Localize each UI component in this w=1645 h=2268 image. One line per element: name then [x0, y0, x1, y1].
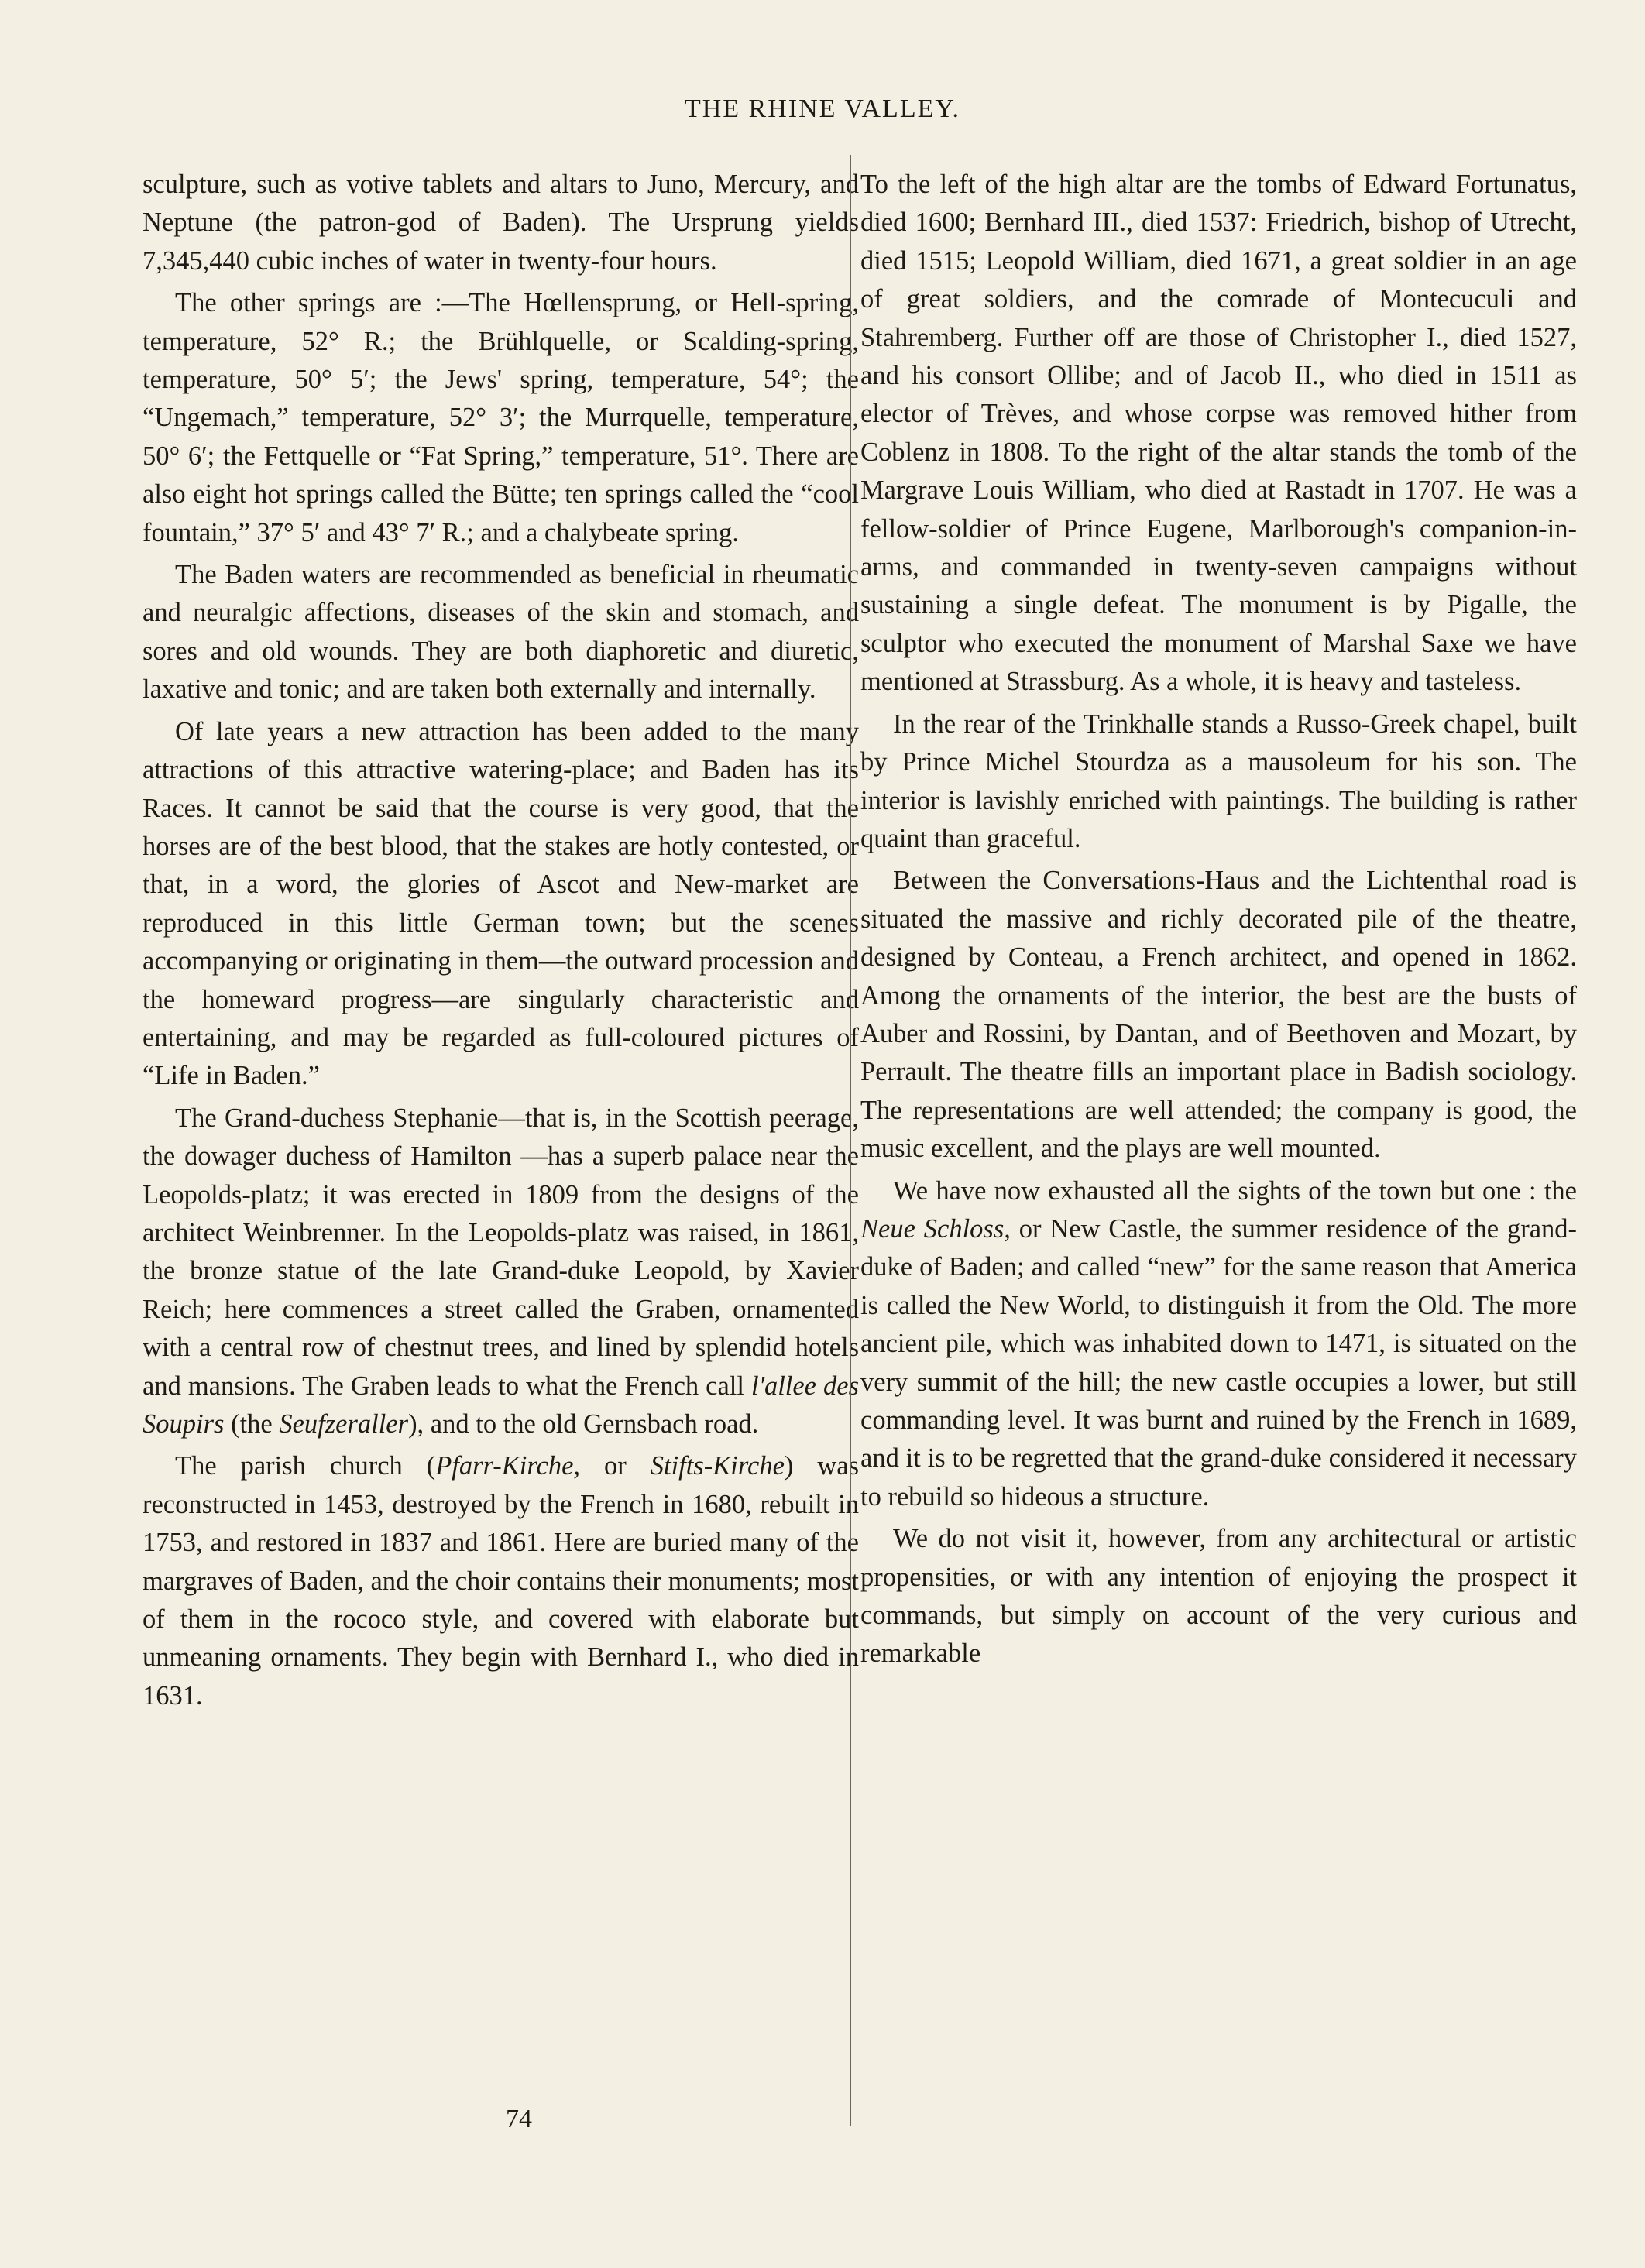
text-run: ) was reconstructed in 1453, destroyed by the French in 1680, rebuilt in 1753, and restored in 1837 and 1861. Here are buried many of the margraves of Baden, and the choir contains their monuments; most of them in the rococo style, and covered with elaborate but unmeaning ornaments. They begin with Bernhard I., who died in 1631.: [143, 1451, 860, 1710]
page-number: 74: [506, 2105, 532, 2133]
running-head: THE RHINE VALLEY.: [684, 94, 961, 123]
paragraph: To the left of the high altar are the tombs of Edward Fortunatus, died 1600; Bernhard III., died 1537: Friedrich, bishop of Utrecht, died 1515; Leopold William, died 1671, a great soldier in an age of great soldiers, and the comrade of Montecuculi and Stahremberg. Further off are those of Christopher I., died 1527, and his consort Ollibe; and of Jacob II., who died in 1511 as elector of Trèves, and whose corpse was removed hither from Coblenz in 1808. To the right of the altar stands the tomb of the Margrave Louis William, who died at Rastadt in 1707. He was a fellow-soldier of Prince Eugene, Marlborough's companion-in-arms, and commanded in twenty-seven campaigns without sustaining a single defeat. The monument is by Pigalle, the sculptor who executed the monument of Marshal Saxe we have mentioned at Strassburg. As a whole, it is heavy and tasteless.: [860, 170, 1577, 697]
text-run: ), and to the old Gernsbach road.: [408, 1409, 759, 1439]
paragraph: In the rear of the Trinkhalle stands a Russo-Greek chapel, built by Prince Michel Stourdza as a mausoleum for his son. The interior is lavishly enriched with paintings. The building is rather quaint than graceful.: [860, 709, 1577, 853]
paragraph: sculpture, such as votive tablets and altars to Juno, Mercury, and Neptune (the patron-god of Baden). The Ursprung yields 7,345,440 cubic inches of water in twenty-four hours.: [143, 170, 859, 276]
text-run: or: [604, 1451, 627, 1481]
paragraph: We do not visit it, however, from any architectural or artistic propensities, or with any intention of enjoying the prospect it commands, but simply on account of the very curious and remarkable: [860, 1524, 1577, 1669]
italic-phrase: Pfarr-Kirche,: [435, 1451, 581, 1481]
italic-phrase: Stifts-Kirche: [650, 1451, 785, 1481]
paragraph: Between the Conversations-Haus and the Lichtenthal road is situated the massive and richly decorated pile of the theatre, designed by Conteau, a French architect, and opened in 1862. Among the ornaments of the interior, the best are the busts of Auber and Rossini, by Dantan, and of Beethoven and Mozart, by Perrault. The theatre fills an important place in Badish sociology. The representations are well attended; the company is good, the music excellent, and the plays are well mounted.: [860, 866, 1577, 1164]
text-run: (the: [231, 1409, 273, 1439]
text-run: The parish church (: [175, 1451, 436, 1481]
paragraph: [143, 1447, 859, 1715]
text-run: The Grand-duchess Stephanie—that is, in the Scottish peerage, the dowager duchess of Hamilton —has a superb palace near the Leopolds-platz; it was erected in 1809 from the designs of the architect Weinbrenner. In the Leopolds-platz was raised, in 1861, the bronze statue of the late Grand-duke Leopold, by Xavier Reich; here commences a street called the Graben, ornamented with a central row of chestnut trees, and lined by splendid hotels and mansions. The Graben leads to what the French call: [143, 1103, 859, 1401]
paragraph: Of late years a new attraction has been added to the many attractions of this attractive watering-place; and Baden has its Races. It cannot be said that the course is very good, that the horses are of the best blood, that the stakes are hotly contested, or that, in a word, the glories of Ascot and New-market are reproduced in this little German town; but the scenes accompanying or originating in them—the outward procession and the homeward progress—are singularly characteristic and entertaining, and may be regarded as full-coloured pictures of “Life in Baden.”: [143, 716, 859, 1091]
text-run: or New Castle, the summer residence of the grand-duke of Baden; and called “new” for the same reason that America is called the New World, to distinguish it from the Old. The more ancient pile, which was inhabited down to 1471, is situated on the very summit of the hill; the new castle occupies a lower, but still commanding level. It was burnt and ruined by the French in 1689, and it is to be regretted that the grand-duke considered it necessary to rebuild so hideous a structure.: [860, 1213, 1578, 1511]
paragraph: [143, 1100, 859, 1444]
column-divider: [850, 155, 851, 2126]
paragraph: The other springs are :—The Hœllensprung, or Hell-spring, temperature, 52° R.; the Brühlquelle, or Scalding-spring, temperature, 50° 5′; the Jews' spring, temperature, 54°; the “Ungemach,” temperature, 52° 3′; the Murrquelle, temperature, 50° 6′; the Fettquelle or “Fat Spring,” temperature, 51°. There are also eight hot springs called the Bütte; ten springs called the “cool fountain,” 37° 5′ and 43° 7′ R.; and a chalybeate spring.: [143, 288, 859, 547]
left-column: [143, 166, 859, 1719]
text-run: We have now exhausted all the sights of the town but one : the: [893, 1175, 1577, 1206]
italic-phrase: Seufzeraller: [279, 1409, 409, 1439]
italic-phrase: Neue Schloss,: [860, 1213, 1011, 1244]
paragraph: [860, 1172, 1577, 1517]
paragraph: The Baden waters are recommended as beneficial in rheumatic and neuralgic affections, diseases of the skin and stomach, and sores and old wounds. They are both diaphoretic and diuretic, laxative and tonic; and are taken both externally and internally.: [143, 560, 859, 705]
right-column: [860, 166, 1577, 1677]
italic-phrase: l'allee des Soupirs: [143, 1371, 859, 1439]
